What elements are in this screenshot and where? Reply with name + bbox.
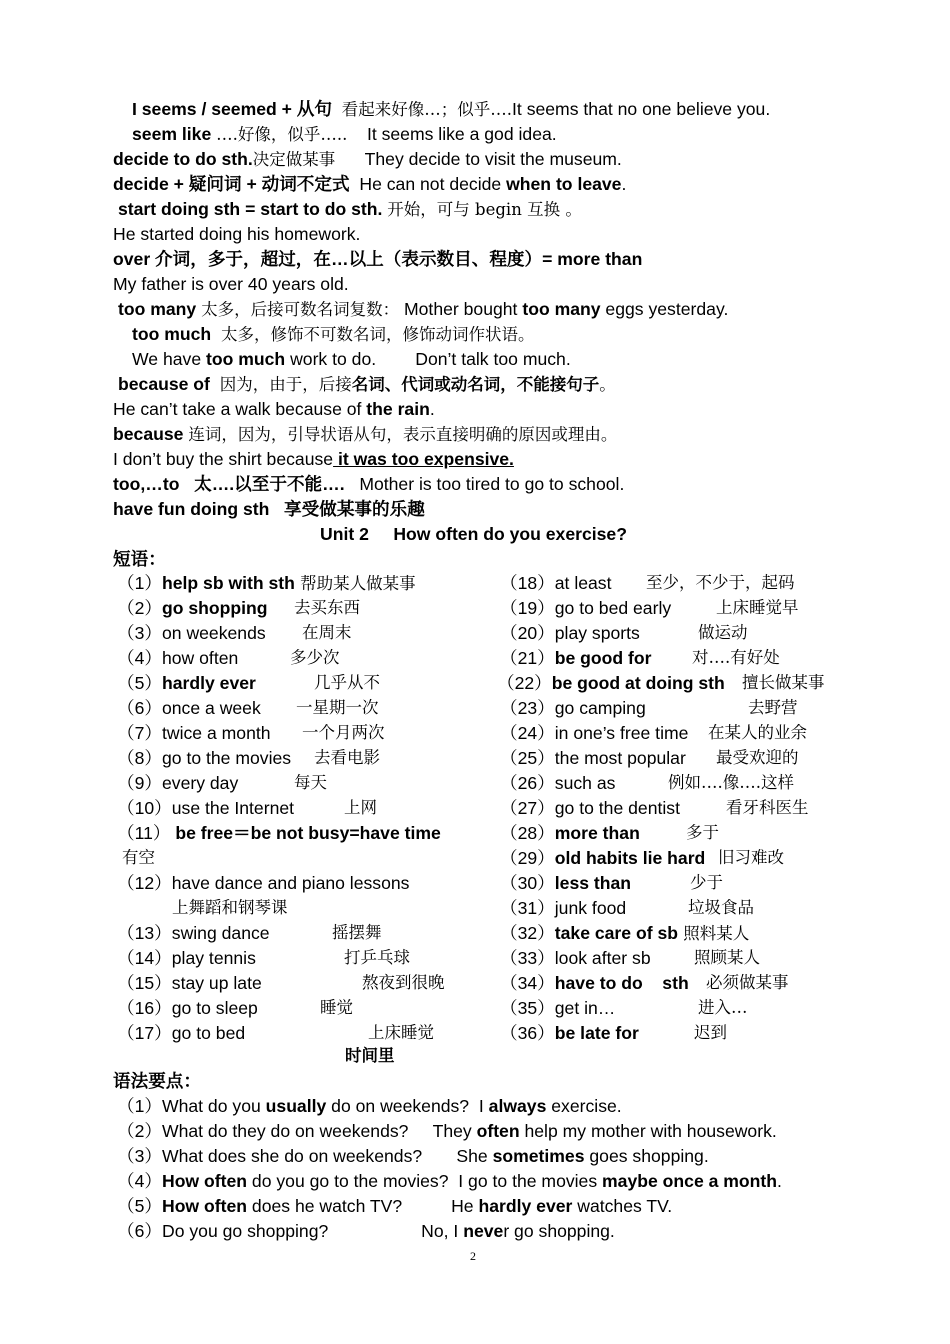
phrase-number: （36）	[500, 1023, 555, 1043]
phrase-number: （10）	[117, 798, 172, 818]
phrase-number: （5）	[117, 673, 162, 693]
phrase-chinese: 熬夜到很晚	[362, 973, 445, 992]
note-start-doing	[118, 197, 582, 222]
phrase-item	[500, 821, 640, 845]
phrase-number: （26）	[500, 773, 555, 793]
phrase-number: （29）	[500, 848, 555, 868]
phrase-english: play sports	[554, 623, 640, 643]
note-have-fun: have fun doing sth 享受做某事的乐趣	[113, 499, 425, 519]
note-example-end: eggs yesterday.	[600, 299, 729, 319]
phrase-english: hardly ever	[161, 673, 256, 693]
phrase-item	[500, 621, 640, 645]
grammar-text: exercise.	[546, 1096, 622, 1116]
phrase-english: be late for	[554, 1023, 639, 1043]
note-example: He can not decide	[359, 174, 507, 194]
note-term: decide to do sth.	[113, 149, 253, 169]
phrase-english: play tennis	[171, 948, 256, 968]
phrase-number: （3）	[117, 623, 162, 643]
note-seems	[132, 97, 770, 122]
phrase-item	[117, 646, 238, 670]
grammar-item	[117, 1094, 622, 1118]
phrase-english: at least	[554, 573, 612, 593]
phrase-chinese: 几乎从不	[314, 673, 380, 692]
grammar-item	[117, 1119, 777, 1143]
phrase-english: less than	[554, 873, 632, 893]
grammar-item	[117, 1194, 672, 1218]
phrase-chinese: 擅长做某事	[742, 673, 825, 692]
phrase-number: （7）	[117, 723, 162, 743]
phrase-english: go to bed early	[554, 598, 672, 618]
phrase-item	[500, 921, 749, 946]
phrase-chinese: 去买东西	[294, 598, 360, 617]
grammar-text: What do they do on weekends? They	[161, 1121, 477, 1141]
grammar-emphasis: sometimes	[492, 1146, 585, 1166]
phrase-english: how often	[161, 648, 239, 668]
phrase-item	[500, 896, 626, 920]
grammar-emphasis: maybe once a month	[602, 1171, 778, 1191]
phrase-item	[117, 971, 262, 995]
phrase-english: be free＝be not busy=have time	[170, 823, 441, 843]
phrase-english: be good for	[554, 648, 652, 668]
phrase-english: the most popular	[554, 748, 686, 768]
note-meaning: 太多，后接可数名词复数：	[201, 300, 400, 319]
phrase-english: such as	[554, 773, 616, 793]
phrase-item	[500, 646, 652, 670]
note-term: too much	[132, 324, 212, 344]
note-example: It seems that no one believe you.	[512, 99, 771, 119]
note-meaning-end: 。	[599, 375, 616, 394]
note-term: because of	[118, 374, 210, 394]
phrase-number: （33）	[500, 948, 555, 968]
phrase-number: （1）	[117, 573, 162, 593]
phrases-heading: 短语：	[113, 549, 166, 569]
phrase-item	[117, 771, 238, 795]
phrase-item	[117, 721, 271, 745]
phrase-item	[497, 671, 725, 695]
note-decide-question-word	[113, 172, 626, 196]
note-example: We have	[132, 349, 207, 369]
note-seem-like	[132, 122, 557, 147]
phrase-number: （30）	[500, 873, 555, 893]
phrase-number: （16）	[117, 998, 172, 1018]
phrase-chinese: 最受欢迎的	[716, 748, 799, 767]
phrase-chinese: 至少，不少于，起码	[646, 573, 795, 592]
phrase-number: （4）	[117, 648, 162, 668]
grammar-number: （1）	[117, 1096, 162, 1116]
phrase-chinese: 上网	[344, 798, 377, 817]
phrase-item	[117, 996, 258, 1020]
phrase-chinese: 必须做某事	[706, 973, 789, 992]
grammar-text: Do you go shopping? No, I	[161, 1221, 464, 1241]
phrase-english: swing dance	[171, 923, 270, 943]
note-term: too many	[118, 299, 197, 319]
phrase-chinese: 垃圾食品	[688, 898, 754, 917]
phrase-number: （18）	[500, 573, 555, 593]
phrase-chinese: 迟到	[694, 1023, 727, 1042]
note-meaning: 因为，由于，后接	[219, 375, 352, 394]
phrase-english: junk food	[554, 898, 627, 918]
note-example-2: Don’t talk too much.	[415, 349, 571, 369]
phrase-item	[117, 571, 416, 596]
phrase-number: （21）	[500, 648, 555, 668]
phrase-number: （11）	[117, 823, 171, 843]
grammar-text: watches TV.	[572, 1196, 673, 1216]
grammar-number: （2）	[117, 1121, 162, 1141]
phrase-english: more than	[554, 823, 640, 843]
phrase-number: （28）	[500, 823, 555, 843]
phrase-chinese: 去看电影	[314, 748, 380, 767]
grammar-text: goes shopping.	[584, 1146, 709, 1166]
phrase-item	[117, 821, 441, 845]
phrase-number: （6）	[117, 698, 162, 718]
phrase-item	[500, 596, 671, 620]
note-meaning: 连词，因为，引导状语从句，表示直接明确的原因或理由。	[188, 425, 618, 444]
phrase-number: （24）	[500, 723, 555, 743]
note-example: He can’t take a walk because of	[113, 399, 367, 419]
note-meaning-emphasis: 名词、代词或动名词，不能接句子	[351, 375, 600, 394]
grammar-text: do you go to the movies? I go to the movies	[247, 1171, 603, 1191]
note-example: It seems like a god idea.	[366, 124, 557, 144]
phrase-number: （32）	[500, 923, 555, 943]
grammar-text: .	[777, 1171, 782, 1191]
note-example-emphasis: the rain	[366, 399, 430, 419]
note-term: start doing sth = start to do sth.	[118, 199, 383, 219]
phrase-chinese: 去野营	[748, 698, 798, 717]
phrase-english: have to do sth	[554, 973, 689, 993]
note-example: I don’t buy the shirt because	[113, 449, 334, 469]
note-term: because	[113, 424, 184, 444]
note-example-emphasis: too many	[522, 299, 601, 319]
grammar-item	[117, 1219, 615, 1243]
note-meaning: 太多，修饰不可数名词，修饰动词作状语。	[220, 325, 535, 344]
phrase-item	[117, 921, 270, 945]
phrase-item	[500, 796, 680, 820]
phrase-chinese: 多少次	[290, 648, 340, 667]
phrase-item	[117, 796, 294, 820]
phrase-chinese: 睡觉	[320, 998, 353, 1017]
note-because	[113, 422, 617, 447]
phrase-item	[500, 971, 689, 995]
phrase-english: go to sleep	[171, 998, 258, 1018]
phrase-english: go to the dentist	[554, 798, 680, 818]
phrase-chinese: 在某人的业余	[708, 723, 807, 742]
phrase-english: go camping	[554, 698, 646, 718]
phrase-number: （12）	[117, 873, 172, 893]
grammar-number: （4）	[117, 1171, 162, 1191]
grammar-emphasis: neve	[463, 1221, 504, 1241]
phrase-item	[500, 996, 615, 1020]
grammar-emphasis: How often	[161, 1171, 248, 1191]
grammar-heading: 语法要点：	[113, 1071, 201, 1091]
note-example-end: work to do.	[285, 349, 377, 369]
note-example: They decide to visit the museum.	[364, 149, 622, 169]
phrase-number: （19）	[500, 598, 555, 618]
grammar-text: does he watch TV? He	[247, 1196, 479, 1216]
note-because-example	[113, 447, 514, 471]
phrase-item	[500, 946, 651, 970]
note-decide-to	[113, 147, 622, 172]
phrase-english: in one’s free time	[554, 723, 689, 743]
grammar-emphasis: often	[476, 1121, 520, 1141]
grammar-emphasis: hardly ever	[478, 1196, 573, 1216]
phrase-number: （22）	[497, 673, 552, 693]
phrase-number: （34）	[500, 973, 555, 993]
phrase-chinese: 每天	[294, 773, 327, 792]
phrase-number: （15）	[117, 973, 172, 993]
phrase-item	[117, 596, 268, 620]
phrase-english: help sb with sth	[161, 573, 295, 593]
note-example-underlined: it was too expensive.	[333, 449, 514, 469]
phrase-chinese: 进入…	[698, 998, 748, 1017]
page-number: 2	[470, 1249, 476, 1263]
phrase-number: （31）	[500, 898, 555, 918]
note-example: Mother bought	[403, 299, 523, 319]
phrase-chinese: 打乒乓球	[344, 948, 410, 967]
phrase-item	[500, 746, 686, 770]
note-too-many	[118, 297, 728, 322]
note-term: I seems / seemed + 从句	[132, 99, 332, 119]
phrase-english: go shopping	[161, 598, 268, 618]
grammar-text: What do you	[161, 1096, 266, 1116]
note-term: seem like	[132, 124, 212, 144]
phrase-chinese: 照顾某人	[694, 948, 760, 967]
phrase-item	[500, 571, 612, 595]
note-meaning: ….好像，似乎…..	[216, 125, 348, 144]
grammar-text: help my mother with housework.	[519, 1121, 777, 1141]
phrase-item	[117, 871, 409, 895]
phrase-english: look after sb	[554, 948, 651, 968]
phrase-number: （17）	[117, 1023, 172, 1043]
note-example: Mother is too tired to go to school.	[359, 474, 625, 494]
phrase-english: go to bed	[171, 1023, 246, 1043]
note-example-end: .	[429, 399, 435, 419]
phrase-number: （13）	[117, 923, 172, 943]
grammar-number: （6）	[117, 1221, 162, 1241]
phrase-number: （9）	[117, 773, 162, 793]
phrase-english: every day	[161, 773, 239, 793]
phrase-chinese: 多于	[686, 823, 719, 842]
unit-title: Unit 2 How often do you exercise?	[320, 524, 627, 544]
phrase-english: take care of sb	[554, 923, 678, 943]
phrase-item	[117, 1021, 245, 1045]
note-meaning: 决定做某事	[252, 150, 336, 169]
phrase-chinese: 摇摆舞	[332, 923, 382, 942]
note-example-emphasis: when to leave	[506, 174, 622, 194]
phrase-english: use the Internet	[171, 798, 295, 818]
phrase-chinese: 上舞蹈和钢琴课	[172, 898, 288, 917]
phrase-chinese: 旧习难改	[718, 848, 784, 867]
phrase-item	[117, 946, 256, 970]
phrase-chinese: 例如….像….这样	[668, 773, 794, 792]
phrase-number: （8）	[117, 748, 162, 768]
grammar-text: What does she do on weekends? She	[161, 1146, 493, 1166]
note-because-of-example	[113, 397, 435, 421]
phrase-item	[117, 671, 256, 695]
phrase-chinese: 看牙科医生	[726, 798, 809, 817]
phrase-english: get in…	[554, 998, 616, 1018]
phrase-english: be good at doing sth	[551, 673, 725, 693]
phrase-chinese: 有空	[122, 848, 155, 867]
phrase-chinese: 帮助某人做某事	[294, 574, 416, 593]
phrase-item	[500, 696, 646, 720]
grammar-emphasis: always	[488, 1096, 547, 1116]
grammar-item	[117, 1169, 782, 1193]
note-example-line: My father is over 40 years old.	[113, 274, 349, 294]
phrase-chinese-continued: 时间里	[345, 1046, 395, 1065]
grammar-emphasis: How often	[161, 1196, 248, 1216]
note-because-of	[118, 372, 616, 397]
note-meaning: 看起来好像…；似乎….	[341, 100, 513, 119]
phrase-english: on weekends	[161, 623, 266, 643]
phrase-number: （25）	[500, 748, 555, 768]
phrase-number: （14）	[117, 948, 172, 968]
note-term: too,…to 太….以至于不能….	[113, 474, 345, 494]
note-too-much-example	[132, 347, 571, 371]
phrase-item	[500, 721, 688, 745]
phrase-chinese: 一星期一次	[296, 698, 379, 717]
phrase-chinese: 对….有好处	[692, 648, 780, 667]
note-example-emphasis: too much	[206, 349, 286, 369]
grammar-text: r go shopping.	[503, 1221, 615, 1241]
phrase-english: go to the movies	[161, 748, 292, 768]
note-over: over 介词，多于，超过，在…以上（表示数目、程度）= more than	[113, 249, 643, 269]
note-example-end: .	[621, 174, 627, 194]
phrase-number: （20）	[500, 623, 555, 643]
grammar-number: （3）	[117, 1146, 162, 1166]
phrase-item	[500, 1021, 639, 1045]
phrase-chinese: 做运动	[698, 623, 748, 642]
phrase-chinese: 一个月两次	[302, 723, 385, 742]
phrase-number: （2）	[117, 598, 162, 618]
phrase-number: （35）	[500, 998, 555, 1018]
note-too-to	[113, 472, 624, 496]
grammar-number: （5）	[117, 1196, 162, 1216]
phrase-english: have dance and piano lessons	[171, 873, 410, 893]
phrase-number: （23）	[500, 698, 555, 718]
phrase-chinese: 照料某人	[677, 924, 750, 943]
phrase-chinese: 在周末	[302, 623, 352, 642]
phrase-item	[500, 871, 631, 895]
note-example-line: He started doing his homework.	[113, 224, 361, 244]
note-meaning: 开始，可与 begin 互换 。	[387, 200, 582, 219]
phrase-item	[117, 746, 291, 770]
phrase-item	[117, 696, 261, 720]
phrase-english: once a week	[161, 698, 261, 718]
phrase-chinese: 少于	[690, 873, 723, 892]
phrase-item	[500, 846, 705, 870]
phrase-item	[500, 771, 615, 795]
grammar-item	[117, 1144, 709, 1168]
phrase-item	[117, 621, 266, 645]
note-term: decide + 疑问词 + 动词不定式	[113, 174, 350, 194]
phrase-chinese: 上床睡觉	[368, 1023, 434, 1042]
phrase-english: twice a month	[161, 723, 271, 743]
phrase-chinese: 上床睡觉早	[716, 598, 799, 617]
grammar-emphasis: usually	[265, 1096, 327, 1116]
phrase-english: stay up late	[171, 973, 262, 993]
grammar-text: do on weekends? I	[326, 1096, 489, 1116]
phrase-english: old habits lie hard	[554, 848, 706, 868]
note-too-much	[132, 322, 534, 347]
phrase-number: （27）	[500, 798, 555, 818]
